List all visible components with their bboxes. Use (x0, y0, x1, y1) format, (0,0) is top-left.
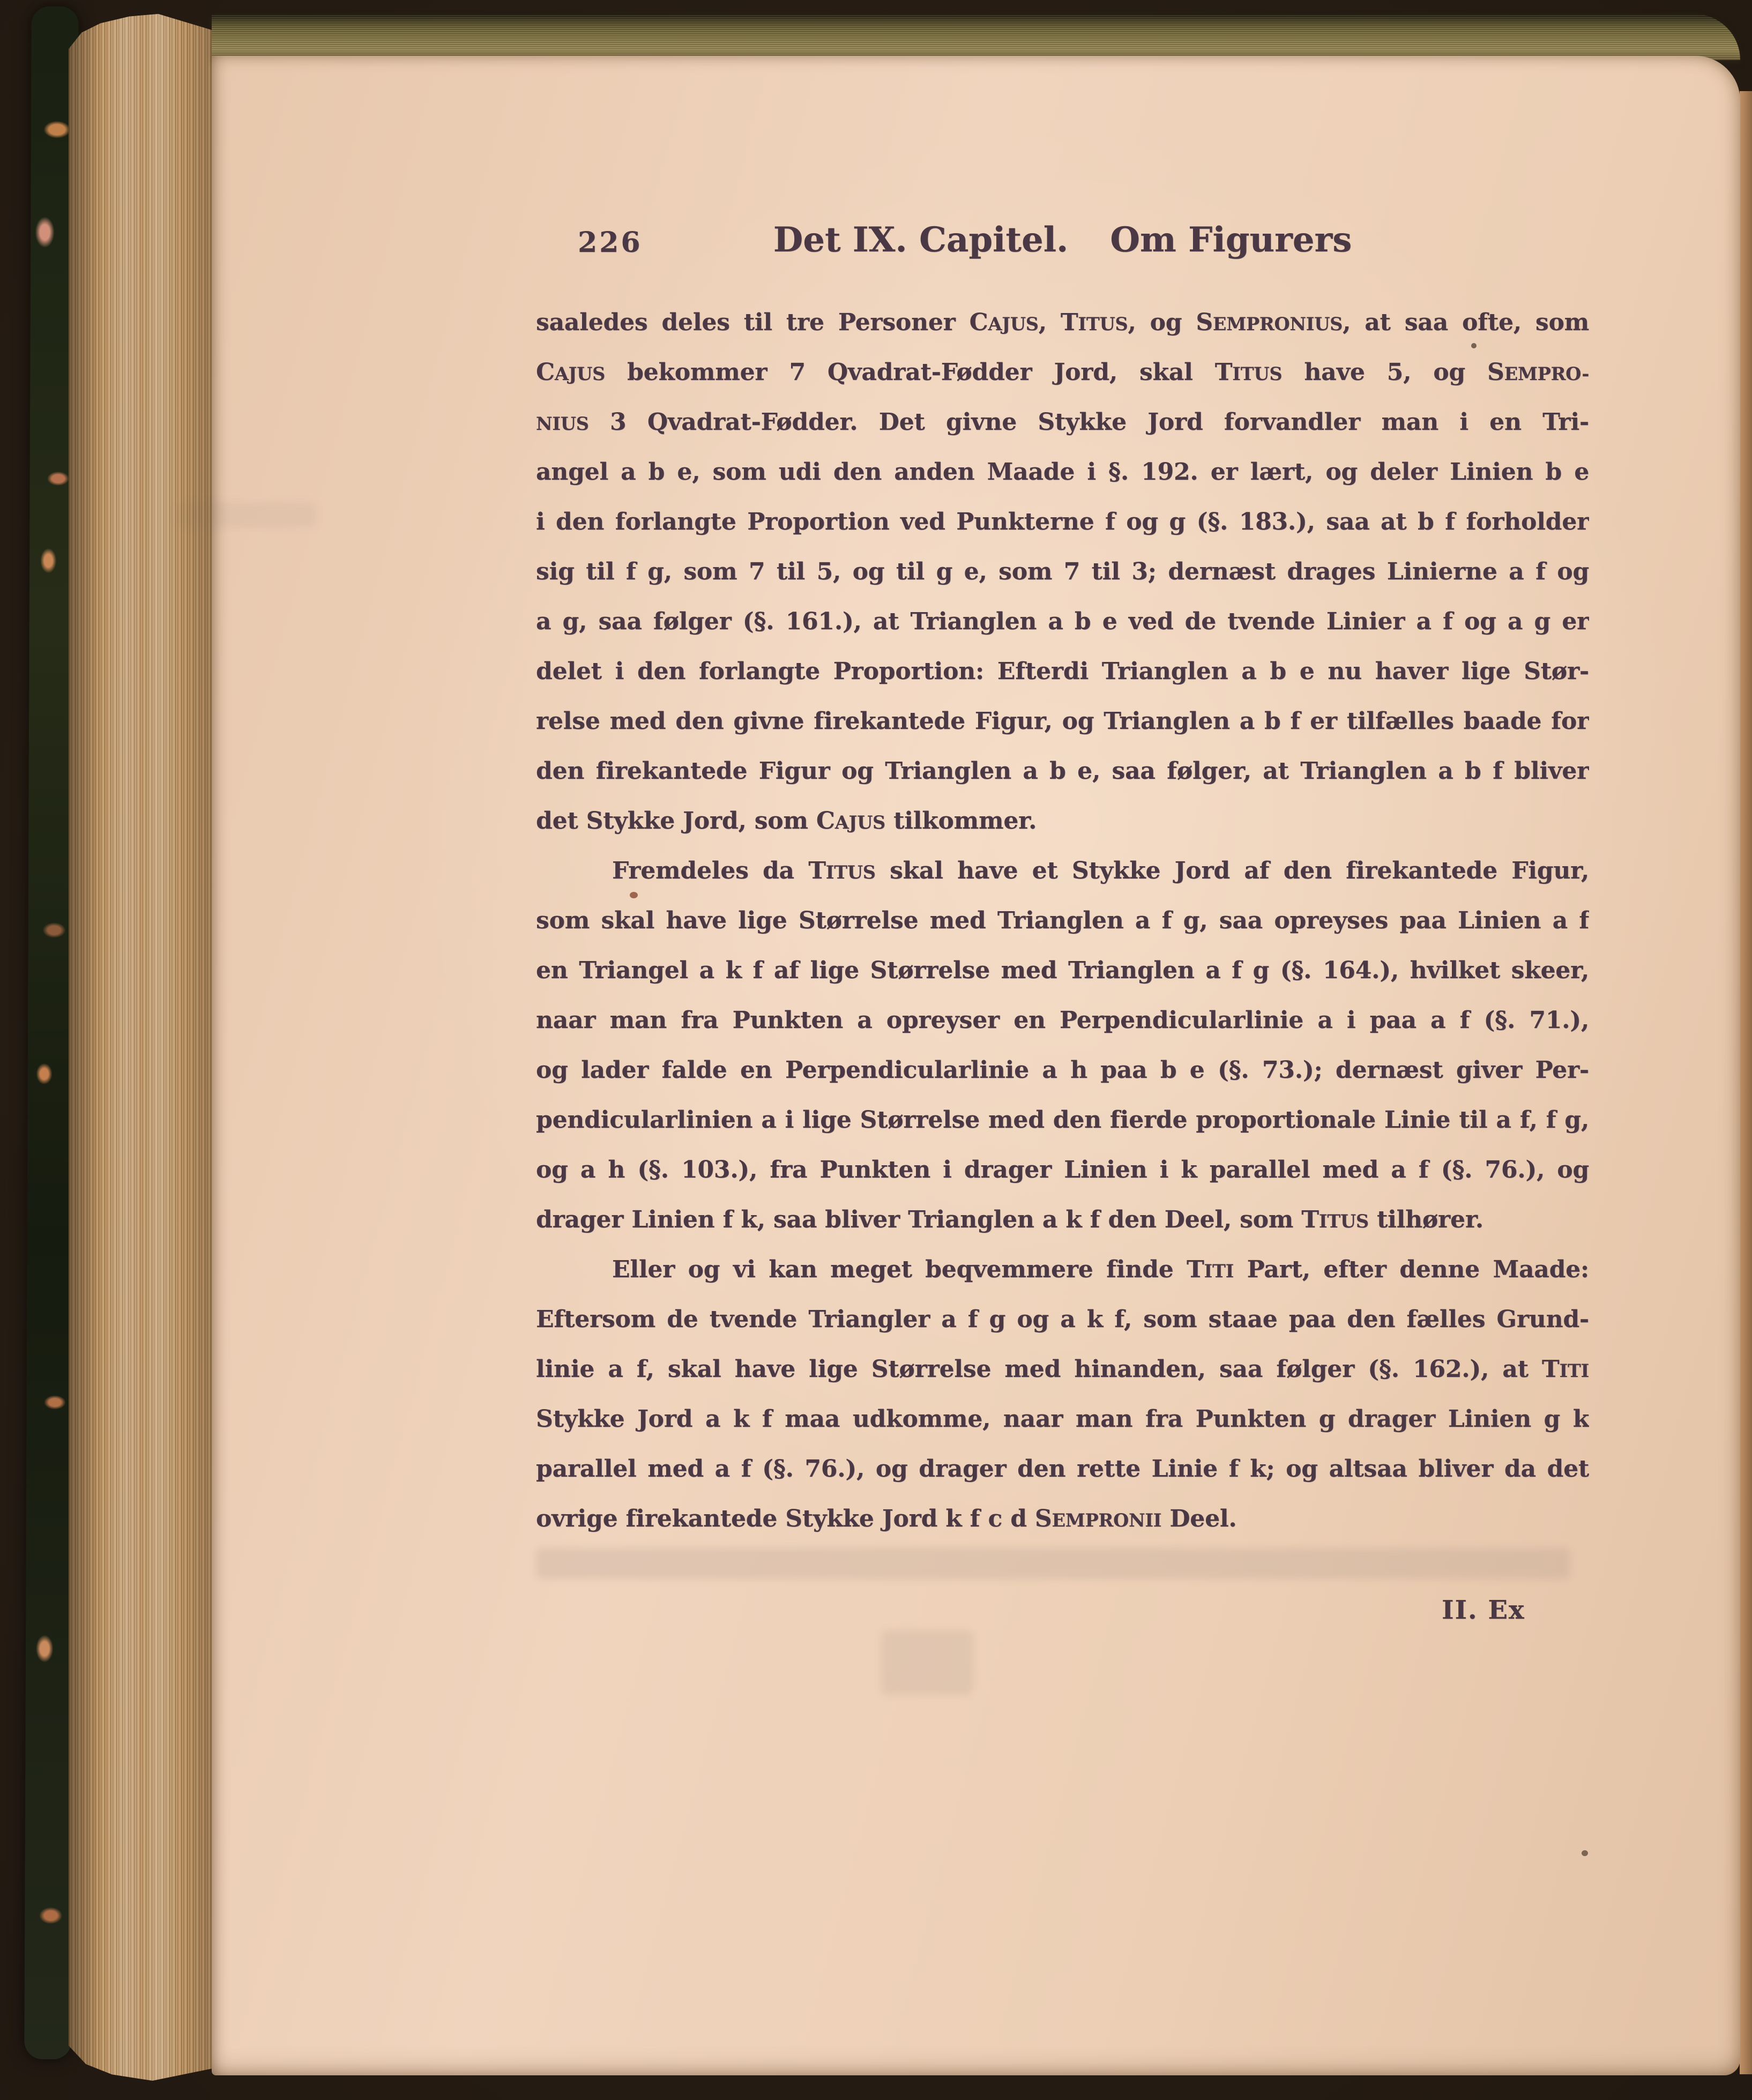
text-line: a g, saa følger (§. 161.), at Trianglen a b e ved de tvende Linier a f og a g er (536, 608, 1589, 635)
text-line: i den forlangte Proportion ved Punkterne f og g (§. 183.), saa at b f forholder (536, 508, 1589, 535)
text-line: drager Linien f k, saa bliver Trianglen a k f den Deel, som TITUS tilhører. (536, 1206, 1483, 1233)
show-through-smudge (882, 1630, 973, 1695)
text-line: NIUS 3 Qvadrat-Fødder. Det givne Stykke Jord forvandler man i en Tri- (536, 408, 1589, 436)
chapter-title: Det IX. Capitel. (773, 220, 1069, 260)
text-line: pendicularlinien a i lige Størrelse med den fierde proportionale Linie til a f, f g, (536, 1106, 1589, 1134)
text-line: det Stykke Jord, som CAJUS tilkommer. (536, 807, 1037, 835)
text-line: parallel med a f (§. 76.), og drager den rette Linie f k; og altsaa bliver da det (536, 1455, 1589, 1483)
text-line: den firekantede Figur og Trianglen a b e, saa følger, at Trianglen a b f bliver (536, 757, 1589, 785)
text-line: ovrige firekantede Stykke Jord k f c d SEMPRONII Deel. (536, 1505, 1237, 1532)
text-line: Eller og vi kan meget beqvemmere finde TITI Part, efter denne Maade: (612, 1256, 1589, 1283)
catchword: II. Ex (1442, 1595, 1525, 1625)
text-line: som skal have lige Størrelse med Trianglen a f g, saa opreyses paa Linien a f (536, 907, 1589, 934)
right-page-edge (1740, 91, 1752, 2074)
top-gilt-edge (212, 14, 1740, 60)
text-line: angel a b e, som udi den anden Maade i §. 192. er lært, og deler Linien b e (536, 458, 1589, 486)
show-through-smudge (177, 503, 316, 527)
paper-speck (630, 892, 638, 898)
text-line: naar man fra Punkten a opreyser en Perpendicularlinie a i paa a f (§. 71.), (536, 1007, 1589, 1034)
show-through-smudge (536, 1548, 1570, 1579)
text-line: CAJUS bekommer 7 Qvadrat-Fødder Jord, skal TITUS have 5, og SEMPRO- (536, 359, 1589, 386)
text-line: sig til f g, som 7 til 5, og til g e, som 7 til 3; dernæst drages Linierne a f og (536, 558, 1589, 585)
text-line: en Triangel a k f af lige Størrelse med Trianglen a f g (§. 164.), hvilket skeer, (536, 957, 1589, 984)
text-line: relse med den givne firekantede Figur, og Trianglen a b f er tilfælles baade for (536, 708, 1589, 735)
section-title: Om Figurers (1110, 220, 1352, 260)
book-page (212, 56, 1740, 2075)
text-line: og lader falde en Perpendicularlinie a h paa b e (§. 73.); dernæst giver Per- (536, 1056, 1589, 1084)
running-head (536, 220, 1589, 260)
paper-speck (1582, 1850, 1588, 1856)
text-line: linie a f, skal have lige Størrelse med hinanden, saa følger (§. 162.), at TITI (536, 1356, 1589, 1383)
text-line: delet i den forlangte Proportion: Efterdi Trianglen a b e nu haver lige Stør- (536, 658, 1589, 685)
text-line: saaledes deles til tre Personer CAJUS, TITUS, og SEMPRONIUS, at saa ofte, som (536, 309, 1589, 336)
page-number: 226 (578, 226, 643, 259)
paper-speck (1471, 343, 1477, 348)
text-line: Stykke Jord a k f maa udkomme, naar man fra Punkten g drager Linien g k (536, 1405, 1589, 1433)
body-text (536, 297, 1589, 1544)
text-line: og a h (§. 103.), fra Punkten i drager Linien i k parallel med a f (§. 76.), og (536, 1156, 1589, 1183)
text-line: Eftersom de tvende Triangler a f g og a k f, som staae paa den fælles Grund- (536, 1306, 1589, 1333)
fore-edge-pages (69, 14, 213, 2081)
text-line: Fremdeles da TITUS skal have et Stykke Jord af den firekantede Figur, (612, 857, 1589, 884)
